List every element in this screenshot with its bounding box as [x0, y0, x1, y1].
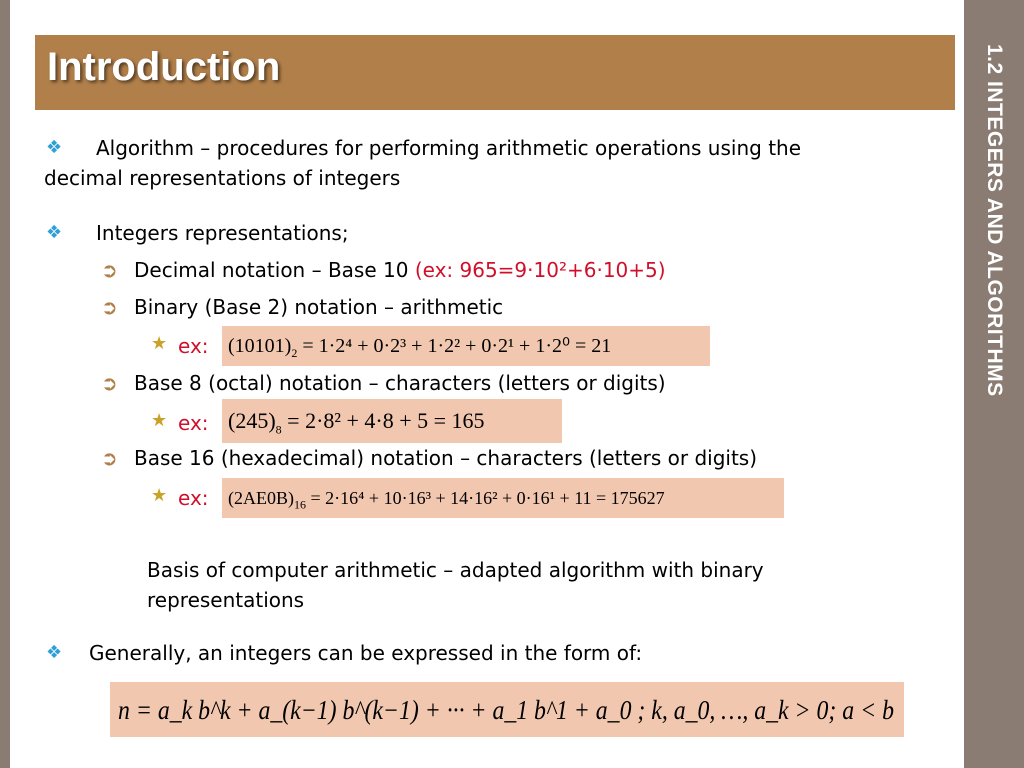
- bullet3-label: Generally, an integers can be expressed in the form of:: [89, 641, 643, 665]
- title-banner: [35, 35, 955, 110]
- bullet2-label: Integers representations;: [96, 221, 349, 245]
- hex-notation-text: Base 16 (hexadecimal) notation – characters (letters or digits): [134, 446, 758, 470]
- octal-formula-base: 8: [275, 422, 282, 437]
- basis-line1: Basis of computer arithmetic – adapted algorithm with binary: [147, 558, 764, 582]
- star-icon: ★: [151, 410, 168, 431]
- binary-formula: [222, 326, 710, 366]
- circled-arrow-icon: ➲: [101, 295, 118, 319]
- octal-formula-lhs: (245): [228, 408, 276, 433]
- binary-ex-label: ex:: [178, 334, 209, 358]
- hex-formula-base: 16: [294, 497, 306, 512]
- general-form-formula-text: n = a_k b^k + a_(k−1) b^(k−1) + ··· + a_1 b^1 + a_0 ; k, a_0, …, a_k > 0; a < b: [118, 695, 894, 725]
- diamond-bullet-icon: ❖: [46, 222, 63, 243]
- hex-ex-label: ex:: [178, 486, 209, 510]
- circled-arrow-icon: ➲: [101, 258, 118, 282]
- octal-notation-text: Base 8 (octal) notation – characters (letters or digits): [134, 371, 666, 395]
- circled-arrow-icon: ➲: [101, 446, 118, 470]
- star-icon: ★: [151, 485, 168, 506]
- hex-formula: [222, 478, 784, 518]
- basis-line2: representations: [147, 588, 305, 612]
- left-accent-bar: [0, 0, 10, 768]
- decimal-example: (ex: 965=9·10²+6·10+5): [414, 258, 666, 282]
- bullet1-line1: Algorithm – procedures for performing arithmetic operations using the: [96, 136, 802, 160]
- hex-formula-rhs: = 2·16⁴ + 10·16³ + 14·16² + 0·16¹ + 11 = 175627: [310, 488, 665, 508]
- general-form-formula-svg: [110, 682, 904, 737]
- octal-ex-label: ex:: [178, 411, 209, 435]
- octal-formula: [222, 399, 562, 443]
- binary-notation-text: Binary (Base 2) notation – arithmetic: [134, 295, 504, 319]
- octal-formula-rhs: = 2·8² + 4·8 + 5 = 165: [287, 408, 485, 433]
- binary-formula-rhs: = 1·2⁴ + 0·2³ + 1·2² + 0·2¹ + 1·2⁰ = 21: [302, 335, 612, 357]
- general-form-formula: [110, 682, 904, 737]
- hex-formula-lhs: (2AE0B): [228, 488, 294, 508]
- diamond-bullet-icon: ❖: [46, 137, 63, 158]
- decimal-notation-line: [134, 256, 666, 284]
- circled-arrow-icon: ➲: [101, 371, 118, 395]
- diamond-bullet-icon: ❖: [46, 642, 63, 663]
- side-section-title: 1.2 INTEGERS AND ALGORITHMS: [983, 44, 1006, 397]
- bullet1-line2: decimal representations of integers: [44, 166, 401, 190]
- page-title: Introduction: [47, 45, 281, 89]
- binary-formula-base: 2: [291, 346, 298, 360]
- star-icon: ★: [151, 333, 168, 354]
- decimal-notation-text: Decimal notation – Base 10: [134, 258, 415, 282]
- binary-formula-lhs: (10101): [228, 335, 292, 357]
